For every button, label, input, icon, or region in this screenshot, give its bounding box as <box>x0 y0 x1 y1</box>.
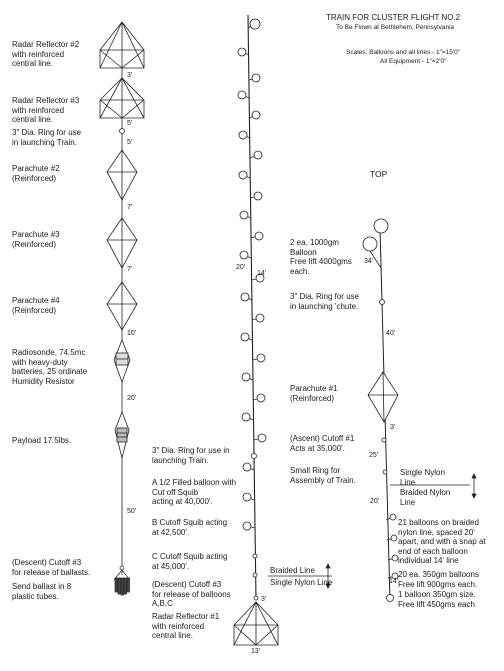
center-launch-ring <box>252 454 257 459</box>
dim-left-5ft-b: 5' <box>127 139 133 146</box>
ascent-cutoff <box>382 438 386 442</box>
scale-line-1: Scales: Balloons and all lines - 1"=15'0" <box>346 49 461 56</box>
dim-right-40ft: 40' <box>386 330 396 337</box>
dim-left-20ft: 20' <box>127 395 137 402</box>
label-top: TOP <box>370 169 388 179</box>
label-ascent-cutoff: (Ascent) Cutoff #1 Acts at 35,000'. <box>290 434 355 453</box>
label-small-ring: Small Ring for Assembly of Train. <box>290 466 356 485</box>
parachute-4 <box>107 282 137 330</box>
dim-right-34ft: 34' <box>364 258 374 265</box>
radar-reflector-2 <box>100 22 144 68</box>
payload <box>115 412 129 458</box>
scale-line-2: All Equipment - 1"=2'0" <box>380 58 447 65</box>
label-21-balloons: 21 balloons on braided nylon line, spaced 20' apart, and with a snap at end of each balloon individual 14' line <box>398 518 486 565</box>
dim-right-20ft: 20' <box>370 498 380 505</box>
ballast-tubes <box>114 566 130 595</box>
label-right-single-line: Single Nylon Line <box>400 468 445 487</box>
dim-center-13ft: 13' <box>251 648 261 655</box>
dim-center-20ft: 20' <box>236 264 246 271</box>
label-right-launch-ring: 3" Dia. Ring for use in launching 'chute. <box>290 292 360 311</box>
label-descent-cutoff-balloons: (Descent) Cutoff #3 for release of balloons A,B,C <box>152 580 231 608</box>
dim-right-14ft: 14' <box>389 578 399 585</box>
dim-left-7ft-a: 7' <box>127 204 133 211</box>
label-radiosonde: Radiosonde, 74.5mc with heavy-duty batteries, 25 ordinate Humidity Resistor <box>12 348 88 386</box>
dim-left-3ft: 3' <box>127 72 133 79</box>
dim-center-3ft: 3' <box>261 596 267 603</box>
label-parachute-4: Parachute #4 (Reinforced) <box>12 296 60 315</box>
dim-left-50ft: 50' <box>127 508 137 515</box>
small-assembly-ring <box>383 470 387 474</box>
label-parachute-3: Parachute #3 (Reinforced) <box>12 230 60 249</box>
right-launch-ring <box>380 300 385 305</box>
dim-right-25ft: 25' <box>369 452 379 459</box>
big-balloon-2 <box>363 237 377 251</box>
label-center-launch-ring: 3" Dia. Ring for use in launching Train. <box>152 446 230 465</box>
label-squib-c: C Cutoff Squib acting at 45,000'. <box>152 552 228 571</box>
diagram-subtitle: To Be Flown at Bethlehem, Pennsylvania <box>336 24 455 31</box>
label-radar-reflector-3: Radar Reflector #3 with reinforced central line. <box>12 96 80 124</box>
dim-left-7ft-b: 7' <box>127 266 133 273</box>
label-20-balloons: 20 ea. 350gm balloons Free lift 900gms each. <box>398 570 479 589</box>
label-parachute-2: Parachute #2 (Reinforced) <box>12 164 60 183</box>
label-right-braided-line: Braided Nylon Line <box>400 488 451 507</box>
radar-reflector-3 <box>100 78 144 118</box>
label-payload: Payload 17.5lbs. <box>12 436 72 445</box>
parachute-3 <box>107 218 137 268</box>
label-center-braided-line: Braided Line <box>270 566 315 575</box>
label-big-balloons: 2 ea. 1000gm Balloon Free lift 4000gms each. <box>290 238 352 276</box>
dim-left-10ft: 10' <box>127 330 137 337</box>
label-descent-cutoff-ballast: (Descent) Cutoff #3 for release of ballasts. <box>12 558 91 577</box>
label-launch-ring-left: 3" Dia. Ring for use in launching Train. <box>12 128 82 147</box>
label-parachute-1: Parachute #1 (Reinforced) <box>290 384 338 403</box>
radiosonde <box>114 340 130 382</box>
label-center-single-line: Single Nylon Line <box>270 578 333 587</box>
label-squib-b: B Cutoff Squib acting at 42,500'. <box>152 518 228 537</box>
dim-right-3ft: 3' <box>390 424 396 431</box>
parachute-1 <box>368 372 398 422</box>
center-train-line <box>248 15 256 600</box>
launch-ring-left <box>120 129 125 134</box>
dim-center-14ft: 14' <box>257 270 267 277</box>
big-balloon-1 <box>374 219 388 233</box>
label-1-balloon: 1 balloon 350gm size. Free lift 450gms each <box>398 590 476 609</box>
label-radar-reflector-2: Radar Reflector #2 with reinforced central line. <box>12 40 80 68</box>
diagram-title: TRAIN FOR CLUSTER FLIGHT NO.2 <box>326 13 461 22</box>
label-balloon-a: A 1/2 Filled balloon with Cut off Squib acting at 40,000'. <box>152 478 237 506</box>
label-ballast: Send ballast in 8 plastic tubes. <box>12 582 72 601</box>
dim-left-5ft-a: 5' <box>127 120 133 127</box>
parachute-2 <box>107 150 137 200</box>
label-radar-reflector-1: Radar Reflector #1 with reinforced central line. <box>152 612 220 640</box>
radar-reflector-1 <box>234 602 278 645</box>
